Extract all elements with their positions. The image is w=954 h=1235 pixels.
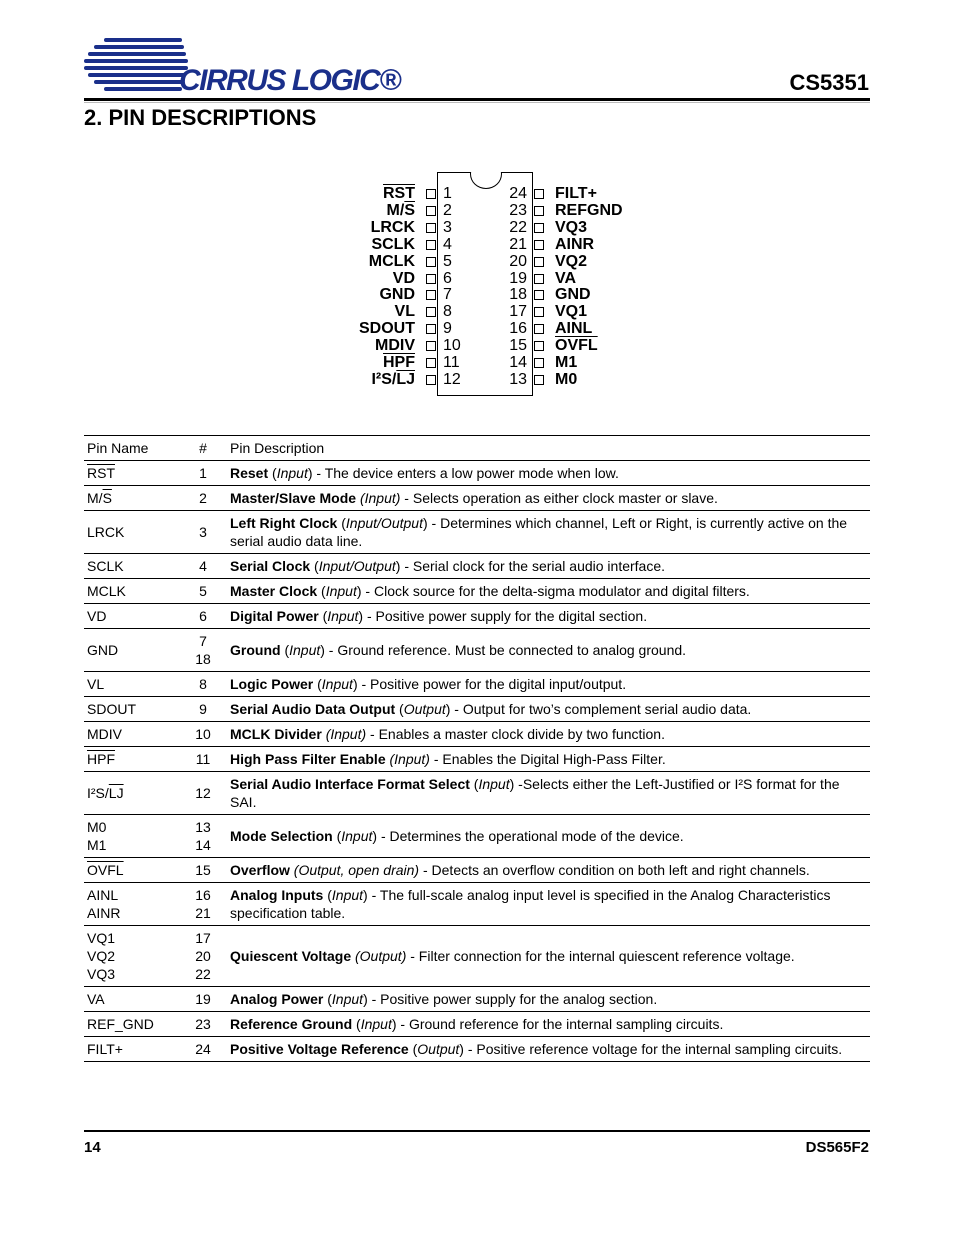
pin-number: 1 <box>199 465 207 481</box>
left-pin-box <box>426 206 436 216</box>
pin-description-table <box>84 435 870 1062</box>
footer-divider <box>84 1130 870 1132</box>
pin-description-text: - Enables a master clock divide by two function. <box>366 726 665 742</box>
pin-number-cell <box>184 629 222 672</box>
table-row <box>84 815 870 858</box>
pin-description-text: - Clock source for the delta-sigma modulator and digital filters. <box>361 583 750 599</box>
pin-description-text: - Serial clock for the serial audio interface. <box>400 558 666 574</box>
left-pin-box <box>426 223 436 233</box>
left-pin-box <box>426 189 436 199</box>
pin-description-text: - Positive reference voltage for the internal sampling circuits. <box>463 1041 843 1057</box>
pin-name: AINL <box>87 887 119 903</box>
pin-name-cell <box>84 858 184 883</box>
pin-description-cell: Master Clock (Input) - Clock source for the delta-sigma modulator and digital filters. <box>230 583 750 599</box>
pin-function-name: Quiescent Voltage <box>230 948 352 964</box>
pin-name-cell <box>84 1037 184 1062</box>
pin-name <box>87 750 181 768</box>
left-pin-box <box>426 358 436 368</box>
pin-name: VQ2 <box>87 948 116 964</box>
cirrus-logic-logo <box>82 34 400 97</box>
pin-number-cell <box>184 461 222 486</box>
left-pin-number: 12 <box>443 370 461 388</box>
pin-number-cell <box>184 604 222 629</box>
right-pin-box <box>534 274 544 284</box>
pin-function-name: Ground <box>230 642 281 658</box>
pin-description-cell: Serial Clock (Input/Output) - Serial clock for the serial audio interface. <box>230 558 666 574</box>
right-pin-number: 13 <box>509 370 527 388</box>
pin-name: VA <box>87 991 105 1007</box>
table-row <box>84 461 870 486</box>
header-divider <box>84 98 870 101</box>
pin-number: 4 <box>199 558 207 574</box>
pin-direction: Output <box>403 701 446 717</box>
pin-name-text: $\overline{HPF}$ <box>87 751 115 767</box>
pin-number-cell <box>184 883 222 926</box>
pin-number-cell <box>184 815 222 858</box>
left-pin-name: SCLK <box>371 235 415 253</box>
right-pin-number: 17 <box>509 303 527 321</box>
pin-description-cell <box>222 486 870 511</box>
header-pin-description: Pin Description <box>230 440 325 456</box>
right-pin-name: FILT+ <box>555 185 597 202</box>
pin-description-cell <box>222 747 870 772</box>
pin-name-cell <box>84 722 184 747</box>
left-pin-box <box>426 274 436 284</box>
pin-name: FILT+ <box>87 1041 123 1057</box>
document-title: CS5351 <box>789 70 869 95</box>
pin-description-cell: Reference Ground (Input) - Ground reference for the internal sampling circuits. <box>230 1016 724 1032</box>
left-pin-number: 3 <box>443 218 452 236</box>
right-pin-box <box>534 223 544 233</box>
pin-function-name: Logic Power <box>230 676 314 692</box>
pin-description-cell: Digital Power (Input) - Positive power supply for the digital section. <box>230 608 648 624</box>
pin-name: GND <box>87 642 119 658</box>
right-pin-box <box>534 189 544 199</box>
left-pin-box <box>426 341 436 351</box>
pin-direction: Input <box>325 583 357 599</box>
right-pin-number: 16 <box>509 320 527 338</box>
pin-description-cell <box>222 926 870 987</box>
right-pin-number: 23 <box>509 201 527 219</box>
right-pin-name: VQ3 <box>555 218 588 236</box>
pin-name: VL <box>87 676 105 692</box>
pin-name-text: $\overline{RST}$ <box>87 465 115 481</box>
pin-name: VD <box>87 608 107 624</box>
pin-number-cell <box>184 858 222 883</box>
pin-function-name: Analog Power <box>230 991 324 1007</box>
chip-notch <box>470 159 502 189</box>
header-divider-shadow <box>84 102 870 103</box>
pin-description-text: - Enables the Digital High-Pass Filter. <box>429 751 666 767</box>
pin-function-name: Digital Power <box>230 608 319 624</box>
table-row <box>84 579 870 604</box>
pin-name: LRCK <box>87 524 125 540</box>
right-pin-box <box>534 375 544 385</box>
left-pin-number: 11 <box>443 354 460 371</box>
right-pin-name <box>555 337 598 354</box>
pin-description-text: - The full-scale analog input level is specified in the Analog Characteristics specification table. <box>230 887 831 921</box>
pin-number: 23 <box>195 1016 211 1032</box>
pin-function-name: Serial Clock <box>230 558 311 574</box>
table-row <box>84 926 870 987</box>
pin-function-name: Left Right Clock <box>230 515 338 531</box>
pin-direction: (Input) <box>359 490 401 506</box>
pin-name: MDIV <box>87 726 122 742</box>
pin-direction: Input <box>321 676 353 692</box>
pin-description-text: - The device enters a low power mode when low. <box>312 465 619 481</box>
left-pin-name: GND <box>379 286 415 304</box>
pin-name-cell <box>84 1012 184 1037</box>
pin-description-cell: Ground (Input) - Ground reference. Must be connected to analog ground. <box>230 642 687 658</box>
pin-description-text: -Selects either the Left-Justified or I²S format for the SAI. <box>230 776 840 810</box>
right-pin-name: VA <box>555 269 577 287</box>
logo-wordmark: CIRRUS LOGIC® <box>179 64 400 97</box>
left-pin-name: MDIV <box>375 337 415 355</box>
pin-description-text: - Determines the operational mode of the device. <box>377 828 684 844</box>
left-pin-name <box>383 185 415 202</box>
pin-direction: Input <box>360 1016 392 1032</box>
pin-direction: (Output, open drain) <box>293 862 420 878</box>
logo-globe-icon <box>82 34 192 96</box>
pin-number: 11 <box>195 751 211 767</box>
pin-description-text: - Determines which channel, Left or Right, is currently active on the serial audio data line. <box>230 515 848 549</box>
pin-name-cell <box>84 987 184 1012</box>
pin-number: 13 <box>195 819 211 835</box>
pin-description-text: - Positive power for the digital input/output. <box>357 676 627 692</box>
table-header-row <box>84 436 870 461</box>
pin-description-cell: Serial Audio Data Output (Output) - Output for two’s complement serial audio data. <box>230 701 752 717</box>
pin-name: $M/\overline{S}$ <box>87 490 112 506</box>
pin-description-text: - Selects operation as either clock master or slave. <box>400 490 718 506</box>
pin-function-name: Reset <box>230 465 269 481</box>
pin-description-text: - Ground reference. Must be connected to analog ground. <box>324 642 687 658</box>
pin-direction: (Input) <box>389 751 430 767</box>
left-pin-box <box>426 257 436 267</box>
right-pin-number: 19 <box>509 269 527 287</box>
pin-number-cell <box>184 672 222 697</box>
table-row <box>84 747 870 772</box>
pin-description-cell: Analog Power (Input) - Positive power supply for the analog section. <box>230 991 658 1007</box>
pin-number: 20 <box>195 948 211 964</box>
pin-name-cell <box>84 511 184 554</box>
pin-name: I²S/$\overline{LJ}$ <box>87 785 124 801</box>
pin-number-cell <box>184 697 222 722</box>
pin-name <box>87 861 181 879</box>
right-pin-name: GND <box>555 286 591 304</box>
table-row <box>84 629 870 672</box>
table-row <box>84 858 870 883</box>
pin-name-cell <box>84 883 184 926</box>
pin-number: 17 <box>195 930 211 946</box>
pin-name: M0 <box>87 819 107 835</box>
pin-number: 14 <box>195 837 211 853</box>
left-pin-number: 9 <box>443 320 452 338</box>
pin-number-cell <box>184 747 222 772</box>
pin-number: 12 <box>195 785 211 801</box>
right-pin-box <box>534 240 544 250</box>
pin-number: 19 <box>195 991 211 1007</box>
pin-name-cell <box>84 672 184 697</box>
pin-name-cell <box>84 629 184 672</box>
pin-name-cell <box>84 772 184 815</box>
left-pin-number: 6 <box>443 269 452 287</box>
pin-number-cell <box>184 1012 222 1037</box>
left-pin-box <box>426 375 436 385</box>
pin-number: 21 <box>195 905 211 921</box>
pin-description-cell: Mode Selection (Input) - Determines the operational mode of the device. <box>230 828 684 844</box>
pin-description-cell: Analog Inputs (Input) - The full-scale analog input level is specified in the Analog Characteristics specification table. <box>230 887 831 921</box>
pin-direction: Input <box>276 465 308 481</box>
pin-name-text: $\overline{HPF}$ <box>383 354 415 371</box>
pin-direction: Input <box>341 828 373 844</box>
right-pin-name: AINR <box>555 235 595 253</box>
pin-direction: Input <box>478 776 510 792</box>
pin-function-name: Master/Slave Mode <box>230 490 357 506</box>
pin-description-cell: Left Right Clock (Input/Output) - Determines which channel, Left or Right, is currently active on the serial audio data line. <box>230 515 848 549</box>
table-row <box>84 987 870 1012</box>
pin-number: 15 <box>195 862 211 878</box>
pin-direction: Input/Output <box>318 558 396 574</box>
table-row <box>84 1037 870 1062</box>
pin-number: 9 <box>199 701 207 717</box>
pin-function-name: Mode Selection <box>230 828 333 844</box>
pin-name: SDOUT <box>87 701 136 717</box>
table-row <box>84 722 870 747</box>
left-pin-name <box>383 354 415 371</box>
pin-function-name: Analog Inputs <box>230 887 324 903</box>
pin-description-cell <box>222 858 870 883</box>
pin-description-text: - Positive power supply for the digital section. <box>363 608 648 624</box>
pin-number: 2 <box>199 490 207 506</box>
right-pin-name: M0 <box>555 370 578 388</box>
pin-name-cell <box>84 461 184 486</box>
left-pin-number: 5 <box>443 252 452 270</box>
section-title: 2. PIN DESCRIPTIONS <box>84 105 317 130</box>
right-pin-box <box>534 307 544 317</box>
pin-name-overline: $\overline{S}$ <box>102 490 112 506</box>
table-row <box>84 672 870 697</box>
pin-direction: Input <box>331 991 364 1007</box>
table-row <box>84 1012 870 1037</box>
right-pin-name: AINL <box>555 320 593 338</box>
pin-description-cell: Logic Power (Input) - Positive power for the digital input/output. <box>230 676 627 692</box>
header-pin-name: Pin Name <box>87 440 149 456</box>
left-pin-name: VD <box>392 269 415 287</box>
left-pin-name: LRCK <box>370 218 415 236</box>
right-pin-number: 22 <box>509 218 527 236</box>
left-pin-box <box>426 240 436 250</box>
pin-function-name: Serial Audio Interface Format Select <box>230 776 470 792</box>
table-row <box>84 604 870 629</box>
pin-number-cell <box>184 486 222 511</box>
pin-name-overline: $\overline{LJ}$ <box>396 370 415 388</box>
left-pin-number: 4 <box>443 235 452 253</box>
right-pin-name: M1 <box>555 354 578 371</box>
left-pin-number: 1 <box>443 185 452 202</box>
right-pin-box <box>534 257 544 267</box>
pin-name-cell <box>84 579 184 604</box>
pin-description-cell: Serial Audio Interface Format Select (Input) -Selects either the Left-Justified or I²S format for the SAI. <box>230 776 840 810</box>
pin-name-text: OVFL <box>87 862 124 878</box>
pin-direction: Output <box>417 1041 460 1057</box>
table-row <box>84 772 870 815</box>
pin-number: 10 <box>195 726 211 742</box>
pin-number-cell <box>184 926 222 987</box>
pin-function-name: MCLK Divider <box>230 726 322 742</box>
header-pin-number: # <box>199 440 207 456</box>
pin-name: VQ1 <box>87 930 116 946</box>
pin-name-cell <box>84 554 184 579</box>
pin-number-cell <box>184 579 222 604</box>
right-pin-name: VQ2 <box>555 252 588 270</box>
pin-function-name: High Pass Filter Enable <box>230 751 386 767</box>
pin-name-text: $\overline{RST}$ <box>383 185 415 202</box>
pin-function-name: Master Clock <box>230 583 318 599</box>
right-pin-box <box>534 324 544 334</box>
left-pin-box <box>426 324 436 334</box>
pin-name-overline: $\overline{S}$ <box>404 201 415 219</box>
pin-direction: Input <box>327 608 359 624</box>
left-pin-box <box>426 307 436 317</box>
pin-direction: Input/Output <box>345 515 423 531</box>
pin-name-cell <box>84 747 184 772</box>
pin-name: M1 <box>87 837 107 853</box>
pin-description-text: - Filter connection for the internal quiescent reference voltage. <box>406 948 795 964</box>
pin-number-cell <box>184 722 222 747</box>
pin-name: SCLK <box>87 558 124 574</box>
right-pin-box <box>534 358 544 368</box>
table-row <box>84 697 870 722</box>
left-pin-name: $M/\overline{S}$ <box>386 201 415 219</box>
table-row <box>84 883 870 926</box>
right-pin-number: 18 <box>509 286 527 304</box>
left-pin-name: SDOUT <box>359 320 415 338</box>
pin-number-cell <box>184 772 222 815</box>
right-pin-number: 21 <box>509 235 527 253</box>
pin-name-cell <box>84 926 184 987</box>
pin-description-text: - Detects an overflow condition on both left and right channels. <box>419 862 810 878</box>
left-pin-name: VL <box>394 303 415 321</box>
pin-function-name: Reference Ground <box>230 1016 353 1032</box>
right-pin-box <box>534 341 544 351</box>
pin-direction: Input <box>289 642 321 658</box>
document-id: DS565F2 <box>805 1139 869 1156</box>
pin-description-text: - Output for two’s complement serial audio data. <box>450 701 752 717</box>
left-pin-number: 10 <box>443 337 461 355</box>
pin-description-text: - Positive power supply for the analog section. <box>367 991 658 1007</box>
pin-name-cell <box>84 604 184 629</box>
pin-number-cell <box>184 1037 222 1062</box>
pin-description-text: - Ground reference for the internal sampling circuits. <box>396 1016 724 1032</box>
pin-direction: Input <box>331 887 364 903</box>
pin-name: REF_GND <box>87 1016 154 1032</box>
right-pin-number: 14 <box>509 354 527 371</box>
pin-name-cell <box>84 486 184 511</box>
pin-number: 8 <box>199 676 207 692</box>
pin-name <box>87 464 181 482</box>
pin-name-overline: $\overline{LJ}$ <box>108 785 124 801</box>
pin-function-name: Positive Voltage Reference <box>230 1041 409 1057</box>
table-row <box>84 554 870 579</box>
pin-direction: (Output) <box>355 948 407 964</box>
pin-function-name: Serial Audio Data Output <box>230 701 396 717</box>
left-pin-name: I²S/$\overline{LJ}$ <box>371 370 415 388</box>
pin-number: 3 <box>199 524 207 540</box>
right-pin-number: 24 <box>509 185 527 202</box>
pin-number: 16 <box>195 887 211 903</box>
table-row <box>84 486 870 511</box>
left-pin-name: MCLK <box>368 252 415 270</box>
pin-name-cell <box>84 697 184 722</box>
pin-number-cell <box>184 511 222 554</box>
pin-number: 6 <box>199 608 207 624</box>
right-pin-name: REFGND <box>555 201 623 219</box>
pin-name: AINR <box>87 905 121 921</box>
pin-function-name: Overflow <box>230 862 290 878</box>
right-pin-box <box>534 290 544 300</box>
pin-number: 5 <box>199 583 207 599</box>
pin-direction: (Input) <box>325 726 367 742</box>
page-number: 14 <box>84 1139 101 1156</box>
pin-name-text: OVFL <box>555 337 598 355</box>
left-pin-number: 7 <box>443 286 452 304</box>
pin-number-cell <box>184 987 222 1012</box>
pin-description-cell: Reset (Input) - The device enters a low power mode when low. <box>230 465 619 481</box>
right-pin-number: 20 <box>509 252 527 270</box>
pin-number-cell <box>184 554 222 579</box>
pin-name: MCLK <box>87 583 126 599</box>
pin-name-cell <box>84 815 184 858</box>
table-row <box>84 511 870 554</box>
left-pin-number: 8 <box>443 303 452 321</box>
right-pin-number: 15 <box>509 337 527 355</box>
pin-name: VQ3 <box>87 966 116 982</box>
left-pin-number: 2 <box>443 201 452 219</box>
pin-number: 22 <box>195 966 211 982</box>
left-pin-box <box>426 290 436 300</box>
pin-number: 7 <box>199 633 207 649</box>
pin-description-cell: Positive Voltage Reference (Output) - Positive reference voltage for the internal sampling circuits. <box>230 1041 843 1057</box>
pin-description-cell <box>222 722 870 747</box>
right-pin-name: VQ1 <box>555 303 588 321</box>
right-pin-box <box>534 206 544 216</box>
pin-number: 24 <box>195 1041 211 1057</box>
pin-number: 18 <box>195 651 211 667</box>
